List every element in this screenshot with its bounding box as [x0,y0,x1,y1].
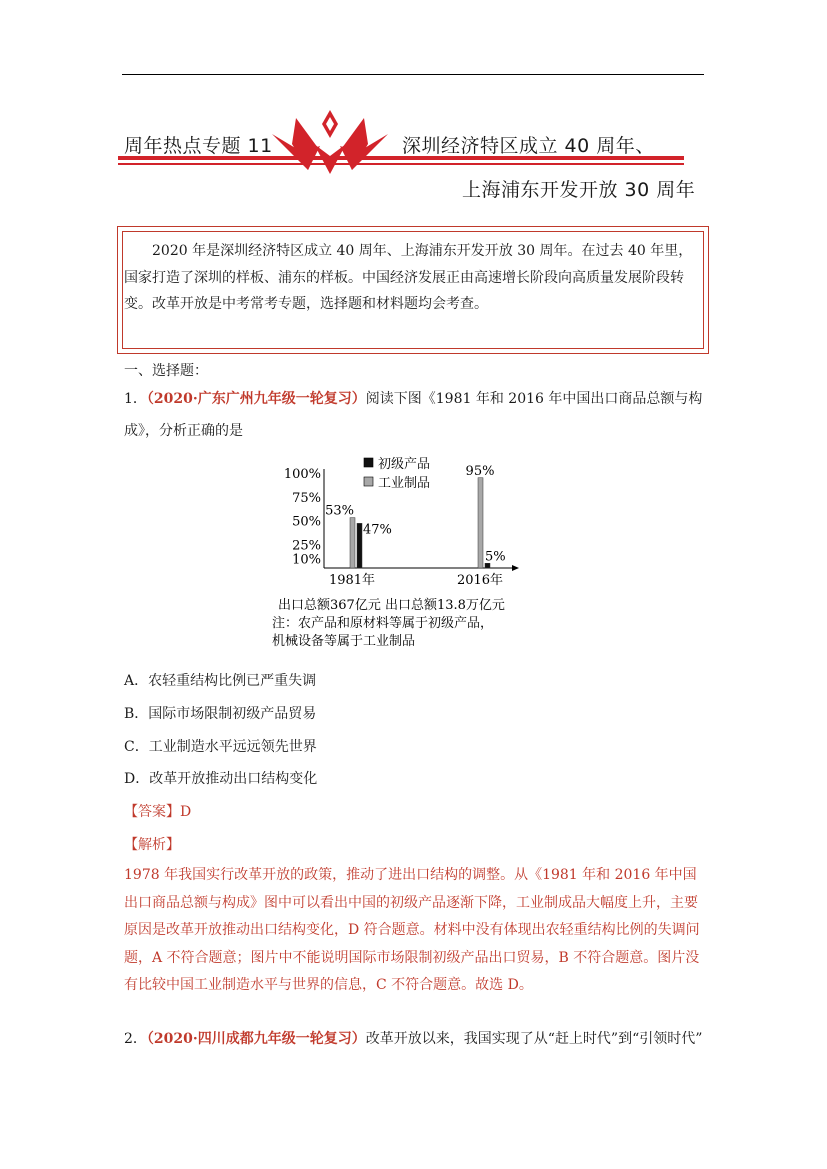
legend-swatch [364,458,373,467]
y-tick-label: 25% [292,538,321,554]
y-tick-label: 10% [292,552,321,568]
answer-label: 【答案】 [124,804,180,820]
question-2-line1 [124,1028,702,1048]
bar-value-label: 5% [485,549,506,565]
question-source: （2020·广东广州九年级一轮复习） [146,391,366,407]
question-stem: 阅读下图《1981 年和 2016 年中国出口商品总额与构 [365,391,703,407]
bar-value-label: 53% [325,503,354,519]
header-rule [122,74,704,75]
page-title-line2: 上海浦东开发开放 30 周年 [462,179,696,201]
bar-value-label: 95% [465,463,495,479]
chart-note: 机械设备等属于工业制品 [272,634,416,649]
option-d: D．改革开放推动出口结构变化 [124,771,318,787]
option-a: A．农轻重结构比例已严重失调 [124,673,317,689]
export-chart [272,455,554,655]
bar-value-label: 47% [363,522,392,538]
answer-line [124,801,191,821]
legend-label: 初级产品 [378,457,431,472]
question-source: （2020·四川成都九年级一轮复习） [146,1031,366,1047]
analysis-text: 1978 年我国实行改革开放的政策，推动了进出口结构的调整。从《1981 年和 2016 年中国出口商品总额与构成》图中可以看出中国的初级产品逐渐下降，工业制成品大幅度上升，主要原因是改革开放推动出口结构变化，D 符合题意。材料中没有体现出农轻重结构比例的失调问题，A 不符合题意；图片中不能说明国际市场限制初级产品出口贸易，B 不符合题意。图片没有比较中国工业制造水平与世界的信息，C 不符合题意。故选 D。 [124,867,700,993]
title-underline-thin [118,163,684,165]
page-title-part2: 深圳经济特区成立 40 周年、 [402,135,655,157]
y-tick-label: 50% [292,514,321,530]
page-title-part1: 周年热点专题 11 [124,135,273,157]
chart-note: 注：农产品和原材料等属于初级产品， [272,616,494,631]
chart-note: 出口总额367亿元 出口总额13.8万亿元 [278,598,505,613]
option-c: C．工业制造水平远远领先世界 [124,739,317,755]
question-1-line1 [124,388,702,408]
x-tick-label: 1981年 [328,573,376,588]
bar [357,523,362,568]
legend-swatch [364,477,373,486]
y-tick-label: 75% [292,490,321,506]
bar [350,518,355,568]
x-axis-arrow [512,565,519,571]
question-number: 2． [124,1031,147,1047]
question-number: 1． [124,391,147,407]
analysis-label: 【解析】 [124,837,180,853]
bar [478,478,483,568]
x-tick-label: 2016年 [456,573,504,588]
question-1-line2: 成》，分析正确的是 [124,423,243,439]
question-stem: 改革开放以来，我国实现了从“赶上时代”到“引领时代” [365,1031,703,1047]
title-emblem-icon [262,104,398,176]
export-chart-svg [272,455,554,655]
option-b: B．国际市场限制初级产品贸易 [124,706,317,722]
section-heading: 一、选择题： [124,363,208,379]
intro-text: 2020 年是深圳经济特区成立 40 周年、上海浦东开发开放 30 周年。在过去 40 年里，国家打造了深圳的样板、浦东的样板。中国经济发展正由高速增长阶段向高质量发展阶段转变。改革开放是中考常考专题，选择题和材料题均会考查。 [124,243,693,312]
answer-value: D [180,804,192,820]
y-tick-label: 100% [283,467,321,482]
legend-label: 工业制品 [378,476,431,491]
